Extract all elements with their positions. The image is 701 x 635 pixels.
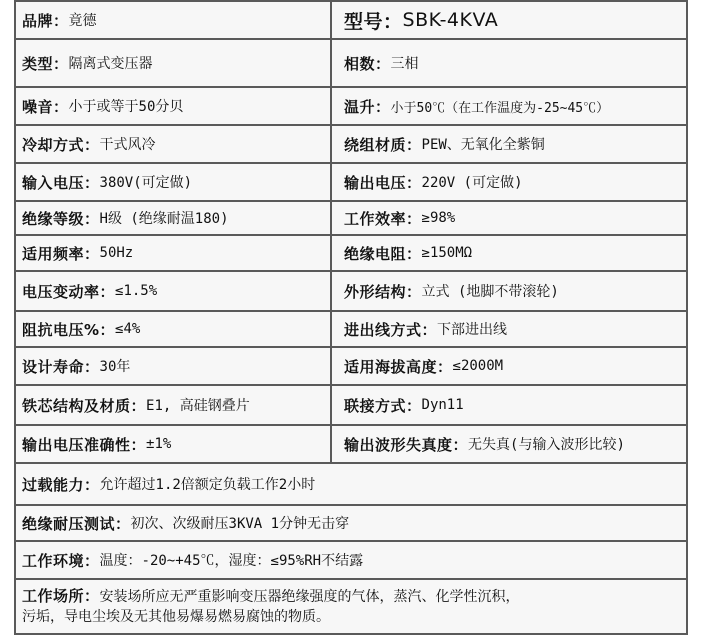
spec-cell-structure <box>332 272 688 310</box>
spec-value: 无失真(与输入波形比较) <box>468 437 625 453</box>
spec-cell-efficiency <box>332 202 688 234</box>
table-row <box>14 346 688 384</box>
spec-cell-altitude <box>332 348 688 384</box>
spec-label: 绕组材质： <box>344 135 422 154</box>
spec-label: 联接方式： <box>344 396 422 415</box>
spec-value: 小于50℃（在工作温度为-25~45℃） <box>390 100 610 116</box>
spec-cell-wiring <box>332 312 688 346</box>
spec-cell-environment <box>14 542 688 578</box>
spec-cell-core <box>14 386 332 424</box>
spec-cell-output-voltage <box>332 164 688 200</box>
spec-label: 输入电压： <box>22 173 100 192</box>
spec-label: 温升： <box>344 97 391 116</box>
spec-cell-phase <box>332 40 688 86</box>
spec-cell-winding <box>332 126 688 162</box>
table-row <box>14 504 688 540</box>
table-row <box>14 86 688 124</box>
spec-label: 噪音： <box>22 97 69 116</box>
table-row <box>14 234 688 270</box>
spec-label: 进出线方式： <box>344 320 438 339</box>
table-row <box>14 270 688 310</box>
spec-value: 隔离式变压器 <box>68 56 153 72</box>
spec-label: 铁芯结构及材质： <box>22 396 147 415</box>
spec-label: 工作效率： <box>344 209 422 228</box>
spec-cell-withstand-test <box>14 506 688 540</box>
spec-cell-installation-site <box>14 580 688 633</box>
installation-line-2: 污垢，导电尘埃及无其他易爆易燃易腐蚀的物质。 <box>22 609 330 625</box>
table-row <box>14 424 688 462</box>
spec-value: H级 (绝缘耐温180) <box>99 211 229 227</box>
spec-cell-impedance-voltage <box>14 312 332 346</box>
spec-cell-type <box>14 40 332 86</box>
spec-cell-insulation-class <box>14 202 332 234</box>
spec-value: 小于或等于50分贝 <box>68 99 184 115</box>
table-row <box>14 0 688 38</box>
spec-value: ≥98% <box>421 210 456 226</box>
spec-cell-model <box>332 2 688 38</box>
spec-label: 冷却方式： <box>22 135 100 154</box>
spec-value: 允许超过1.2倍额定负载工作2小时 <box>99 477 316 493</box>
spec-cell-overload <box>14 464 688 504</box>
spec-label: 外形结构： <box>344 282 422 301</box>
spec-cell-frequency <box>14 236 332 270</box>
spec-value: SBK-4KVA <box>402 9 499 31</box>
table-right-border <box>686 0 688 635</box>
spec-value: 30年 <box>99 359 131 375</box>
spec-value: 温度：-20~+45℃，湿度：≤95%RH不结露 <box>99 553 364 569</box>
spec-value: Dyn11 <box>421 397 464 413</box>
spec-label: 设计寿命： <box>22 357 100 376</box>
table-row <box>14 578 688 633</box>
spec-value: 立式 (地脚不带滚轮) <box>421 284 559 300</box>
spec-label: 相数： <box>344 54 391 73</box>
table-row <box>14 38 688 86</box>
spec-label: 绝缘等级： <box>22 209 100 228</box>
spec-cell-cooling <box>14 126 332 162</box>
spec-table <box>14 0 688 635</box>
spec-value: ≥150MΩ <box>421 245 473 261</box>
spec-cell-output-accuracy <box>14 426 332 462</box>
table-row <box>14 462 688 504</box>
spec-value: PEW、无氧化全紫铜 <box>421 137 545 153</box>
spec-value: ±1% <box>146 436 172 452</box>
table-row <box>14 124 688 162</box>
spec-value: 380V(可定做) <box>99 175 193 191</box>
spec-value: 下部进出线 <box>437 322 508 338</box>
spec-cell-insulation-resistance <box>332 236 688 270</box>
spec-value: 三相 <box>390 56 419 72</box>
spec-cell-voltage-regulation <box>14 272 332 310</box>
spec-value: ≤2000M <box>452 358 504 374</box>
spec-label: 阻抗电压%： <box>22 320 116 339</box>
spec-label: 输出电压： <box>344 173 422 192</box>
spec-cell-waveform-distortion <box>332 426 688 462</box>
spec-value: 初次、次级耐压3KVA 1分钟无击穿 <box>130 516 350 532</box>
spec-cell-input-voltage <box>14 164 332 200</box>
spec-cell-connection <box>332 386 688 424</box>
spec-label: 输出波形失真度： <box>344 435 469 454</box>
table-row <box>14 310 688 346</box>
table-row <box>14 384 688 424</box>
spec-value: 220V (可定做) <box>421 175 523 191</box>
spec-label: 适用频率： <box>22 244 100 263</box>
spec-label: 适用海拔高度： <box>344 357 453 376</box>
spec-label: 输出电压准确性： <box>22 435 147 454</box>
spec-value: 竟德 <box>68 13 97 29</box>
table-left-border <box>14 0 16 635</box>
spec-cell-noise <box>14 88 332 124</box>
spec-cell-brand <box>14 2 332 38</box>
spec-value: ≤4% <box>115 321 141 337</box>
table-row <box>14 162 688 200</box>
spec-label: 工作环境： <box>22 551 100 570</box>
spec-label: 过载能力： <box>22 475 100 494</box>
spec-label: 绝缘电阻： <box>344 244 422 263</box>
spec-value: E1, 高硅钢叠片 <box>146 398 250 414</box>
spec-cell-temp-rise <box>332 88 688 124</box>
spec-label: 绝缘耐压测试： <box>22 514 131 533</box>
installation-line-1 <box>22 586 520 607</box>
spec-label: 电压变动率： <box>22 282 116 301</box>
table-row <box>14 540 688 578</box>
spec-value: 50Hz <box>99 245 134 261</box>
spec-label: 类型： <box>22 54 69 73</box>
table-row <box>14 200 688 234</box>
spec-label: 型号： <box>344 10 403 33</box>
spec-value: 安装场所应无严重影响变压器绝缘强度的气体，蒸汽、化学性沉积， <box>99 589 520 605</box>
spec-label: 工作场所： <box>22 587 100 605</box>
spec-value: 干式风冷 <box>99 137 156 153</box>
spec-label: 品牌： <box>22 11 69 30</box>
spec-value: ≤1.5% <box>115 283 158 299</box>
spec-cell-design-life <box>14 348 332 384</box>
